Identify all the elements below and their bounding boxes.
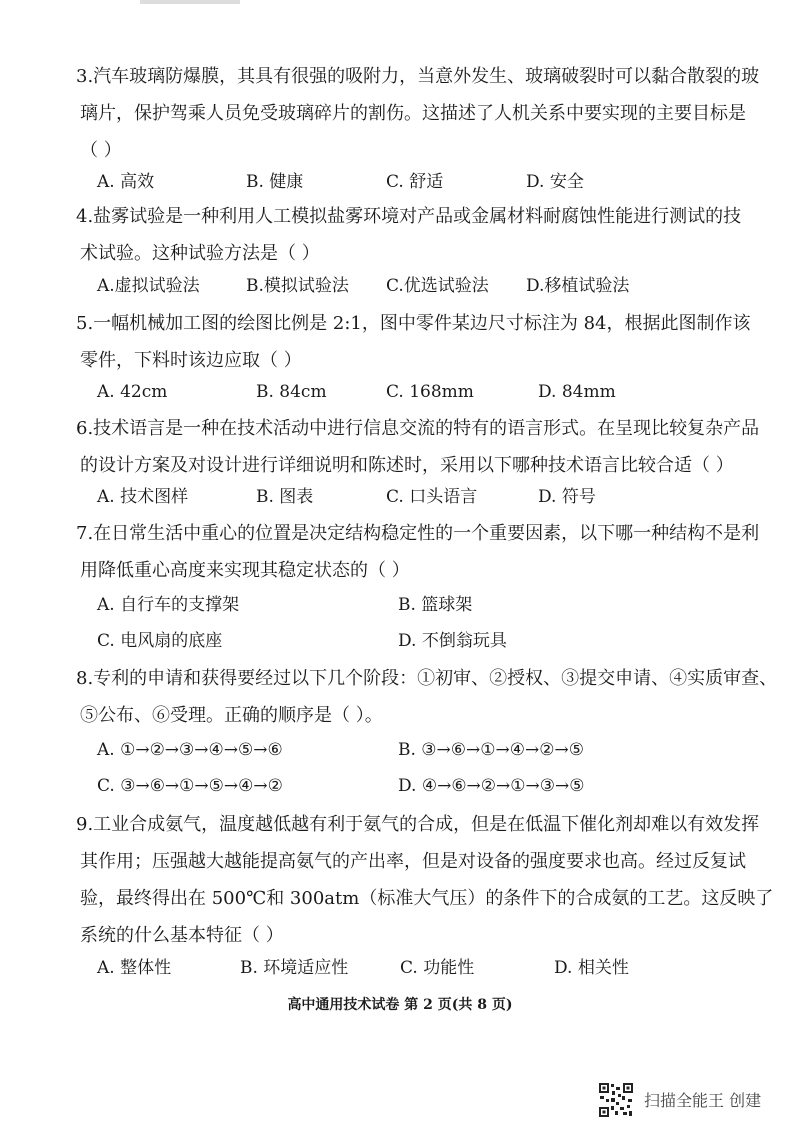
question-line: 术试验。这种试验方法是（ ） — [80, 243, 320, 264]
question-line: 验，最终得出在 500℃和 300atm（标准大气压）的条件下的合成氨的工艺。这反映了 — [80, 888, 774, 909]
option-a: A. ①→②→③→④→⑤→⑥ — [97, 740, 283, 760]
question-5 — [76, 305, 751, 379]
question-line: 9.工业合成氨气，温度越低越有利于氨气的合成，但是在低温下催化剂却难以有效发挥 — [76, 814, 760, 835]
option-b: B.模拟试验法 — [246, 276, 349, 296]
option-c: C. 168mm — [386, 382, 474, 402]
option-c: C.优选试验法 — [386, 276, 489, 296]
question-line: 6.技术语言是一种在技术活动中进行信息交流的特有的语言形式。在呈现比较复杂产品 — [76, 418, 760, 439]
option-c: C. 功能性 — [400, 958, 475, 978]
option-c: C. 口头语言 — [386, 487, 478, 507]
option-a: A.虚拟试验法 — [97, 276, 200, 296]
scan-smudge — [140, 0, 240, 4]
question-line: （ ） — [80, 140, 122, 161]
question-8 — [76, 660, 778, 734]
question-line: 8.专利的申请和获得要经过以下几个阶段：①初审、②授权、③提交申请、④实质审查、 — [76, 668, 778, 689]
option-b: B. 84cm — [256, 382, 327, 402]
scanner-watermark — [598, 1080, 788, 1120]
question-line: 3.汽车玻璃防爆膜，其具有很强的吸附力，当意外发生、玻璃破裂时可以黏合散裂的玻 — [76, 66, 760, 87]
option-a: A. 技术图样 — [97, 487, 189, 507]
option-c: C. 电风扇的底座 — [97, 631, 223, 651]
option-b: B. 篮球架 — [398, 595, 473, 615]
option-d: D. ④→⑥→②→①→③→⑤ — [398, 776, 585, 796]
option-a: A. 整体性 — [97, 958, 172, 978]
option-a: A. 自行车的支撑架 — [97, 595, 240, 615]
question-line: 系统的什么基本特征（ ） — [80, 925, 284, 946]
option-d: D. 相关性 — [554, 958, 629, 978]
option-c: C. ③→⑥→①→⑤→④→② — [97, 776, 283, 796]
option-b: B. 环境适应性 — [240, 958, 349, 978]
option-c: C. 舒适 — [386, 172, 444, 192]
option-b: B. 健康 — [246, 172, 304, 192]
question-4 — [76, 198, 742, 272]
qr-code-icon — [598, 1082, 634, 1118]
page-footer: 高中通用技术试卷 第 2 页(共 8 页) — [287, 997, 513, 1013]
question-7 — [76, 515, 760, 589]
option-d: D. 安全 — [526, 172, 584, 192]
option-d: D.移植试验法 — [526, 276, 630, 296]
question-9 — [76, 806, 774, 954]
option-b: B. ③→⑥→①→④→②→⑤ — [398, 740, 584, 760]
option-a: A. 42cm — [97, 382, 168, 402]
option-d: D. 84mm — [538, 382, 616, 402]
question-line: ⑤公布、⑥受理。正确的顺序是（ ）。 — [80, 705, 383, 726]
question-line: 璃片，保护驾乘人员免受玻璃碎片的割伤。这描述了人机关系中要实现的主要目标是 — [80, 103, 746, 124]
question-line: 的设计方案及对设计进行详细说明和陈述时，采用以下哪种技术语言比较合适（ ） — [80, 455, 734, 476]
option-d: D. 不倒翁玩具 — [398, 631, 507, 651]
option-a: A. 高效 — [97, 172, 155, 192]
question-line: 零件，下料时该边应取（ ） — [80, 350, 302, 371]
question-line: 5.一幅机械加工图的绘图比例是 2:1，图中零件某边尺寸标注为 84，根据此图制作该 — [76, 313, 751, 334]
question-3 — [76, 58, 760, 169]
option-b: B. 图表 — [256, 487, 314, 507]
question-6 — [76, 410, 760, 484]
question-line: 7.在日常生活中重心的位置是决定结构稳定性的一个重要因素，以下哪一种结构不是利 — [76, 523, 760, 544]
question-line: 4.盐雾试验是一种利用人工模拟盐雾环境对产品或金属材料耐腐蚀性能进行测试的技 — [76, 206, 742, 227]
option-d: D. 符号 — [538, 487, 596, 507]
question-line: 其作用；压强越大越能提高氨气的产出率，但是对设备的强度要求也高。经过反复试 — [80, 851, 746, 872]
question-line: 用降低重心高度来实现其稳定状态的（ ） — [80, 560, 410, 581]
watermark-text: 扫描全能王 创建 — [644, 1091, 762, 1110]
